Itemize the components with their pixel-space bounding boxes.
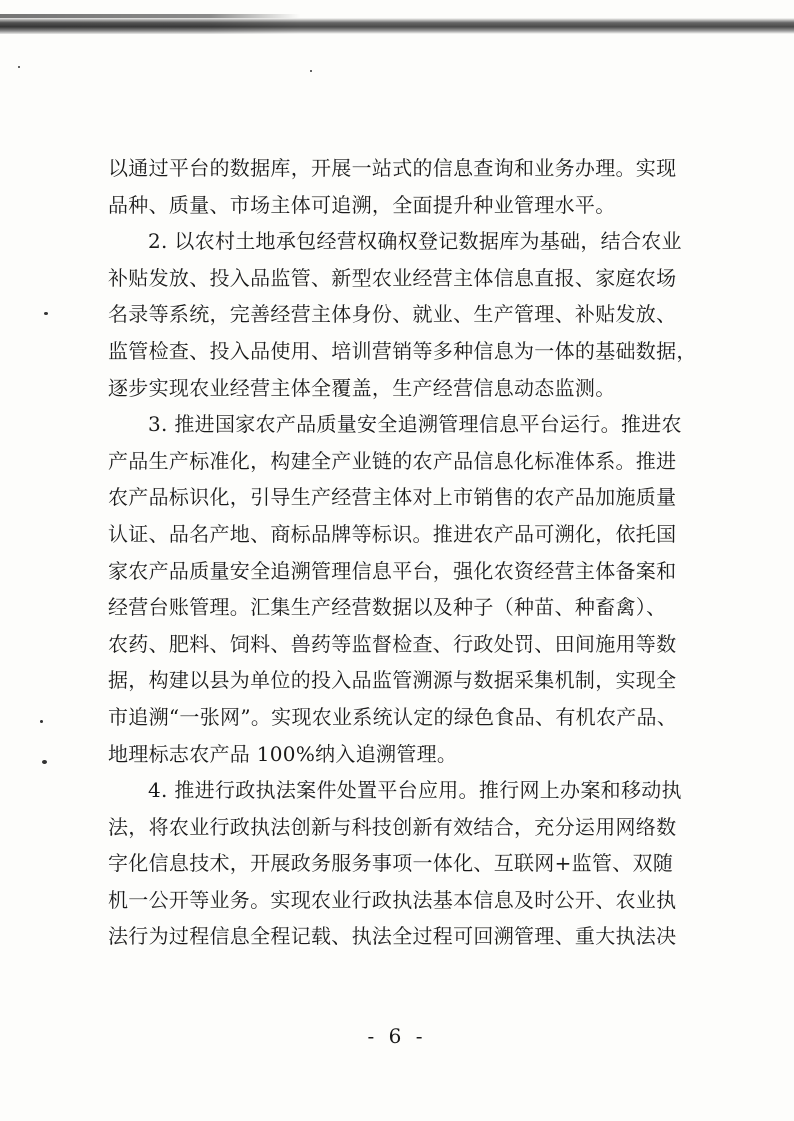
page-number: - 6 - (367, 1024, 427, 1048)
text-line: 字化信息技术，开展政务服务事项一体化、互联网+监管、双随 (108, 851, 674, 876)
text-line: 家农产品质量安全追溯管理信息平台，强化农资经营主体备案和 (108, 558, 677, 583)
paragraph-2-heading-line: 2. 以农村土地承包经营权确权登记数据库为基础，结合农业 (148, 229, 682, 254)
scan-artifact-top (0, 18, 794, 34)
text-line: 品种、质量、市场主体可追溯，全面提升种业管理水平。 (108, 192, 616, 217)
paragraph-3-heading-line: 3. 推进国家农产品质量安全追溯管理信息平台运行。推进农 (148, 412, 682, 437)
text-line: 补贴发放、投入品监管、新型农业经营主体信息直报、家庭农场 (108, 265, 677, 290)
text-line: 法行为过程信息全程记载、执法全过程可回溯管理、重大执法决 (108, 924, 677, 949)
text-line: 名录等系统，完善经营主体身份、就业、生产管理、补贴发放、 (108, 302, 677, 327)
text-line: 地理标志农产品 100%纳入追溯管理。 (108, 741, 458, 766)
text-line: 逐步实现农业经营主体全覆盖，生产经营信息动态监测。 (108, 375, 616, 400)
document-body (108, 150, 708, 955)
scan-speck (44, 312, 48, 315)
text-line: 经营台账管理。汇集生产经营数据以及种子（种苗、种畜禽）、 (108, 595, 667, 620)
text-line: 农药、肥料、饲料、兽药等监督检查、行政处罚、田间施用等数 (108, 631, 677, 656)
scan-speck (310, 70, 312, 72)
text-line: 产品生产标准化，构建全产业链的农产品信息化标准体系。推进 (108, 448, 677, 473)
paragraph-4-heading-line: 4. 推进行政执法案件处置平台应用。推行网上办案和移动执 (148, 778, 682, 803)
text-line: 市追溯“一张网”。实现农业系统认定的绿色食品、有机农产品、 (108, 704, 678, 729)
text-line: 机一公开等业务。实现农业行政执法基本信息及时公开、农业执 (108, 887, 677, 912)
scan-speck (42, 760, 47, 764)
scan-speck (40, 720, 43, 723)
text-line: 法，将农业行政执法创新与科技创新有效结合，充分运用网络数 (108, 814, 677, 839)
text-line: 农产品标识化，引导生产经营主体对上市销售的农产品加施质量 (108, 485, 677, 510)
text-line: 监管检查、投入品使用、培训营销等多种信息为一体的基础数据， (108, 338, 697, 363)
text-line: 以通过平台的数据库，开展一站式的信息查询和业务办理。实现 (108, 156, 677, 180)
scan-speck (18, 66, 20, 68)
text-line: 认证、品名产地、商标品牌等标识。推进农产品可溯化，依托国 (108, 521, 677, 546)
text-line: 据，构建以县为单位的投入品监管溯源与数据采集机制，实现全 (108, 668, 677, 693)
